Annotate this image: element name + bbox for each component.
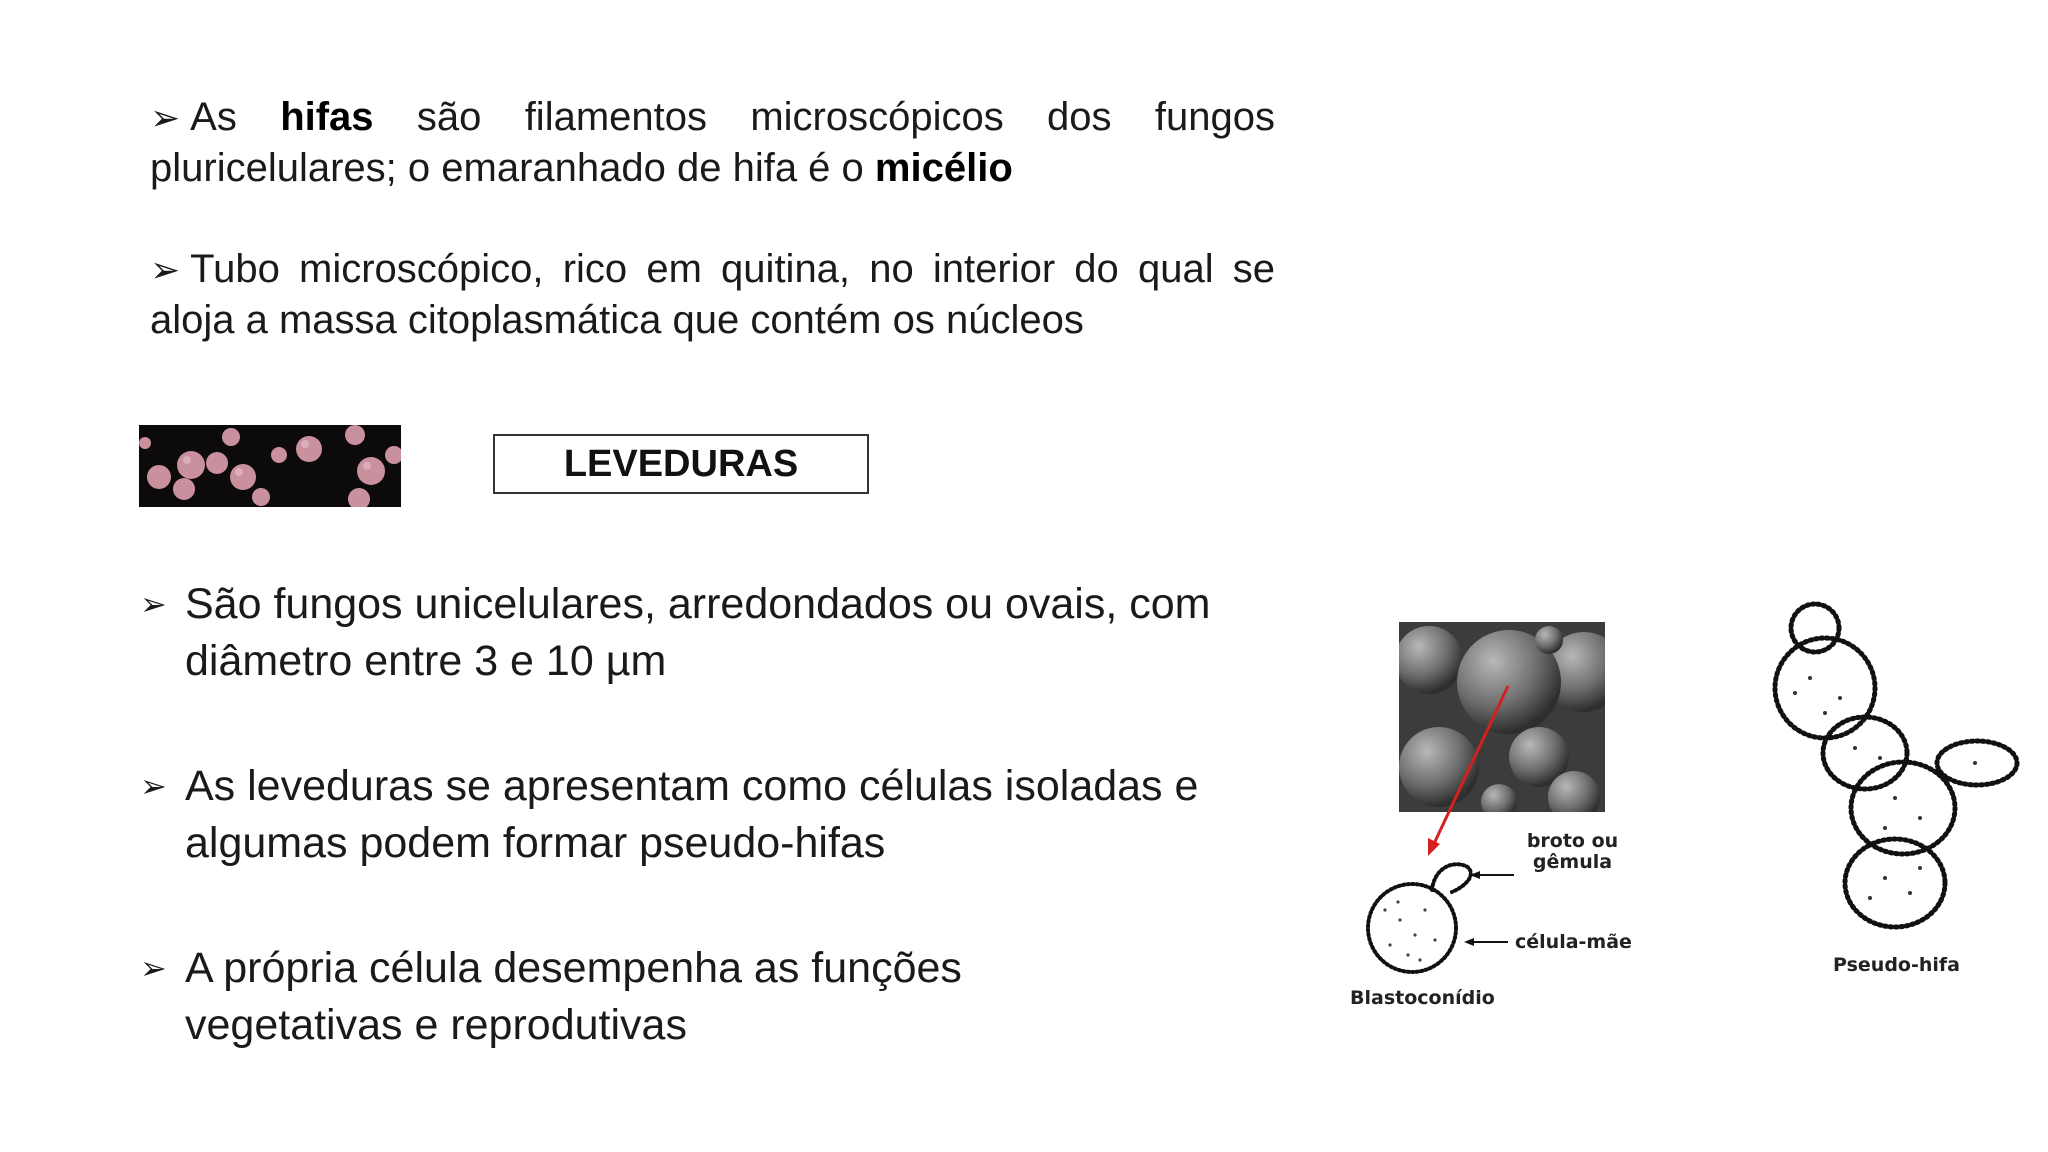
- bullet-text: São fungos unicelulares, arredondados ou ovais, com diâmetro entre 3 e 10 µm: [185, 580, 1211, 685]
- bullet-text: As leveduras se apresentam como células isoladas e algumas podem formar pseudo-hifas: [185, 762, 1199, 867]
- bullet-item: [140, 758, 1300, 872]
- tubo-text: Tubo microscópico, rico em quitina, no interior do qual se aloja a massa citoplasmática que contém os núcleos: [150, 247, 1275, 342]
- yeast-micrograph-thumbnail: [139, 425, 401, 507]
- bud-label-line1: broto ou: [1526, 830, 1619, 852]
- hifas-paragraph: [150, 92, 1275, 194]
- bud-label-line2: gêmula: [1532, 851, 1613, 873]
- bullet-text: A própria célula desempenha as funções vegetativas e reprodutivas: [185, 944, 962, 1049]
- mother-cell-label: célula-mãe: [1515, 931, 1632, 953]
- micelio-term: micélio: [874, 146, 1013, 190]
- bullet-item: [140, 940, 1300, 1054]
- hifas-text: são filamentos microscópicos dos fungos pluricelulares; o emaranhado de hifa é o: [150, 95, 1275, 190]
- blastoconidio-label: Blastoconídio: [1350, 987, 1495, 1009]
- bud-label: [1515, 831, 1630, 873]
- tubo-paragraph: [150, 244, 1275, 346]
- pseudo-hifa-label: Pseudo-hifa: [1833, 954, 1960, 976]
- arrow-bullet-icon: ➢: [140, 950, 167, 986]
- arrow-bullet-icon: ➢: [150, 249, 181, 290]
- hifas-text-as: As: [190, 95, 237, 139]
- arrow-bullet-icon: ➢: [150, 97, 181, 138]
- bullet-item: [140, 576, 1300, 690]
- arrow-bullet-icon: ➢: [140, 586, 167, 622]
- arrow-bullet-icon: ➢: [140, 768, 167, 804]
- hifas-term: hifas: [280, 95, 374, 139]
- pseudo-hifa-diagram: [1755, 598, 2025, 948]
- leveduras-title-box: LEVEDURAS: [493, 434, 869, 494]
